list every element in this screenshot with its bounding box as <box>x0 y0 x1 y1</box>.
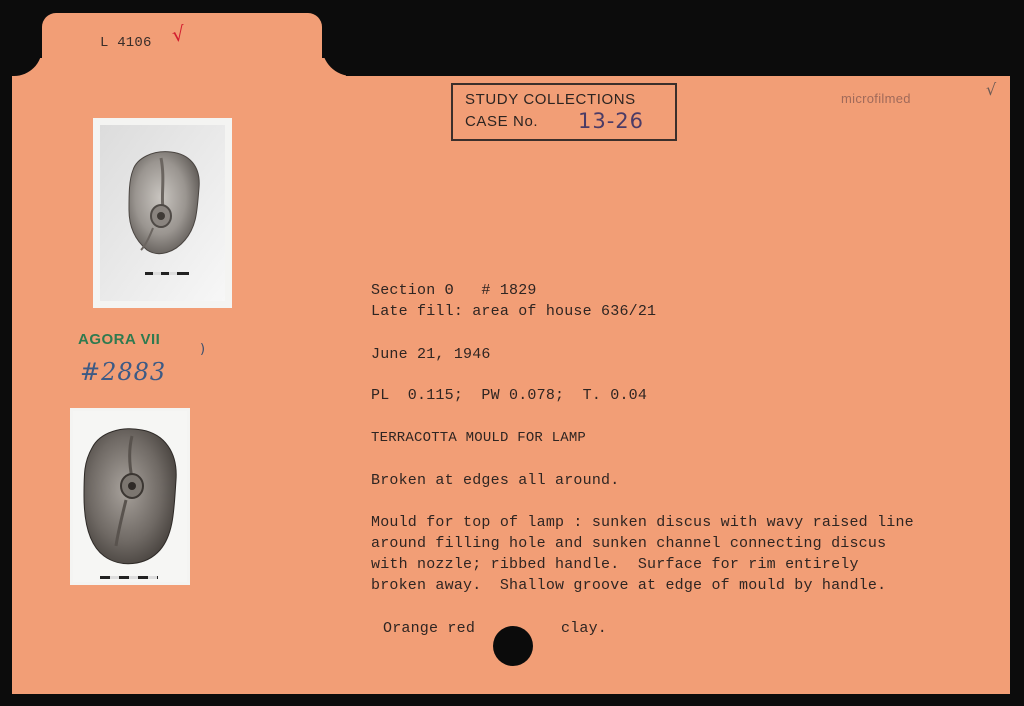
microfilmed-check-mark: √ <box>986 80 997 99</box>
description-line-2: around filling hole and sunken channel connecting discus <box>371 535 887 552</box>
stamp-line-1: STUDY COLLECTIONS <box>465 91 636 108</box>
case-number-handwritten: 13-26 <box>578 109 645 133</box>
punch-hole <box>493 626 533 666</box>
date-line: June 21, 1946 <box>371 346 491 363</box>
description-line-4: broken away. Shallow groove at edge of mould by handle. <box>371 577 887 594</box>
agora-stamp: AGORA VII <box>78 331 161 348</box>
lamp-mould-photo-2 <box>70 408 190 585</box>
photo-bottom <box>70 408 190 585</box>
inventory-number-handwritten: #2883 <box>80 358 167 386</box>
microfilmed-label: microfilmed <box>841 91 911 106</box>
red-check-mark: √ <box>170 21 187 47</box>
clay-label-end: clay. <box>561 620 608 637</box>
agora-mark: ) <box>200 342 206 357</box>
clay-label: Orange red <box>383 620 476 637</box>
description-line-1: Mould for top of lamp : sunken discus with wavy raised line <box>371 514 914 531</box>
photo-top <box>93 118 232 308</box>
lamp-mould-photo-1 <box>93 118 232 308</box>
catalog-number: L 4106 <box>100 35 152 51</box>
fill-line: Late fill: area of house 636/21 <box>371 303 657 320</box>
description-line-3: with nozzle; ribbed handle. Surface for rim entirely <box>371 556 859 573</box>
stamp-line-2: CASE No. <box>465 113 539 130</box>
study-collections-stamp <box>451 83 677 141</box>
condition-line: Broken at edges all around. <box>371 472 620 489</box>
object-title: TERRACOTTA MOULD FOR LAMP <box>371 430 587 446</box>
dimensions-line: PL 0.115; PW 0.078; T. 0.04 <box>371 387 648 404</box>
section-line: Section Θ # 1829 <box>371 282 537 299</box>
